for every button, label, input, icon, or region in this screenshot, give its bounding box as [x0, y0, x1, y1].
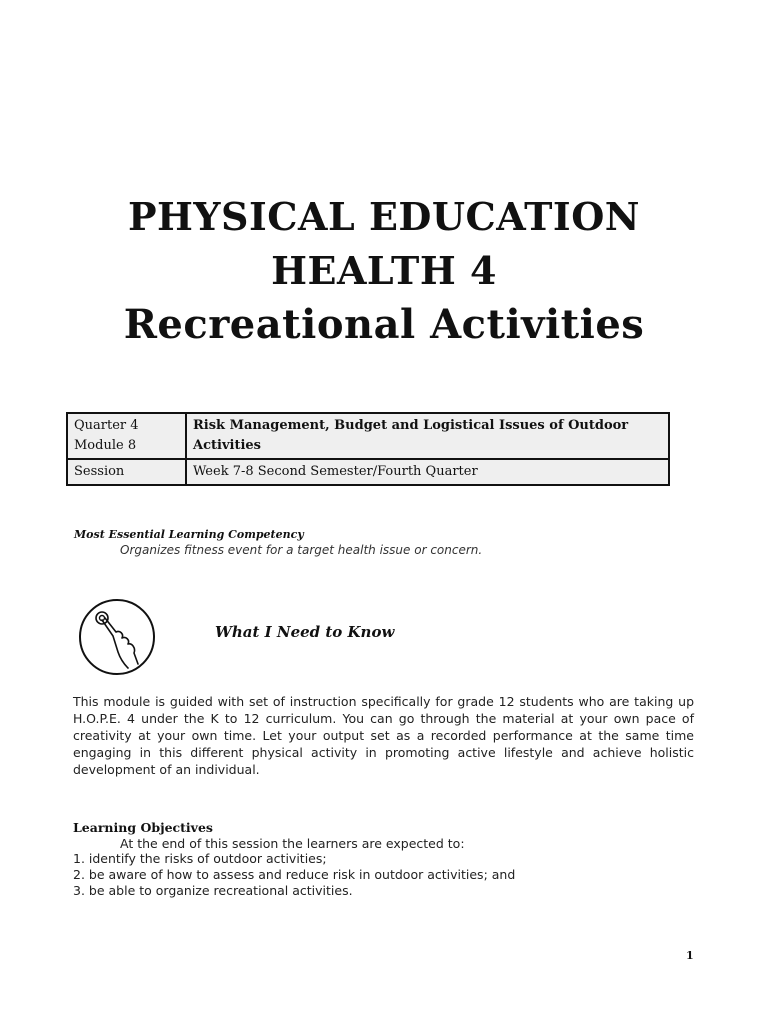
objectives-list — [73, 851, 515, 899]
title-line-1: PHYSICAL EDUCATION — [127, 194, 641, 239]
title-line-2: HEALTH 4 — [271, 248, 497, 293]
quarter-label: Quarter 4 — [74, 418, 139, 433]
session-label: Session — [67, 459, 186, 485]
title-line-3: Recreational Activities — [123, 301, 645, 348]
module-label: Module 8 — [74, 438, 137, 453]
mel-description: Organizes fitness event for a target health issue or concern. — [120, 543, 483, 557]
mel-heading: Most Essential Learning Competency — [74, 528, 304, 541]
section-heading: What I Need to Know — [215, 623, 395, 641]
intro-paragraph: This module is guided with set of instruction specifically for grade 12 students who are taking up H.O.P.E. 4 under the K to 12 curriculum. You can go through the material at your own pace of creativity at your own time. Let your output set as a recorded performance at the same time engaging in this different physical activity in promoting active lifestyle and achieve holistic development of an individual. — [73, 694, 694, 777]
document-title — [0, 190, 768, 352]
objectives-heading: Learning Objectives — [73, 820, 213, 835]
table-row — [67, 413, 669, 459]
list-item: 2. be aware of how to assess and reduce risk in outdoor activities; and — [73, 867, 516, 882]
module-info-table — [66, 412, 670, 486]
touch-hand-icon — [78, 598, 156, 676]
page-number: 1 — [686, 949, 694, 962]
session-value: Week 7-8 Second Semester/Fourth Quarter — [186, 459, 669, 485]
list-item: 1. identify the risks of outdoor activities; — [73, 851, 327, 866]
topic-cell: Risk Management, Budget and Logistical Issues of Outdoor Activities — [186, 413, 669, 459]
quarter-module-cell — [67, 413, 186, 459]
list-item: 3. be able to organize recreational activities. — [73, 883, 353, 898]
table-row — [67, 459, 669, 485]
objectives-intro: At the end of this session the learners are expected to: — [120, 836, 465, 851]
